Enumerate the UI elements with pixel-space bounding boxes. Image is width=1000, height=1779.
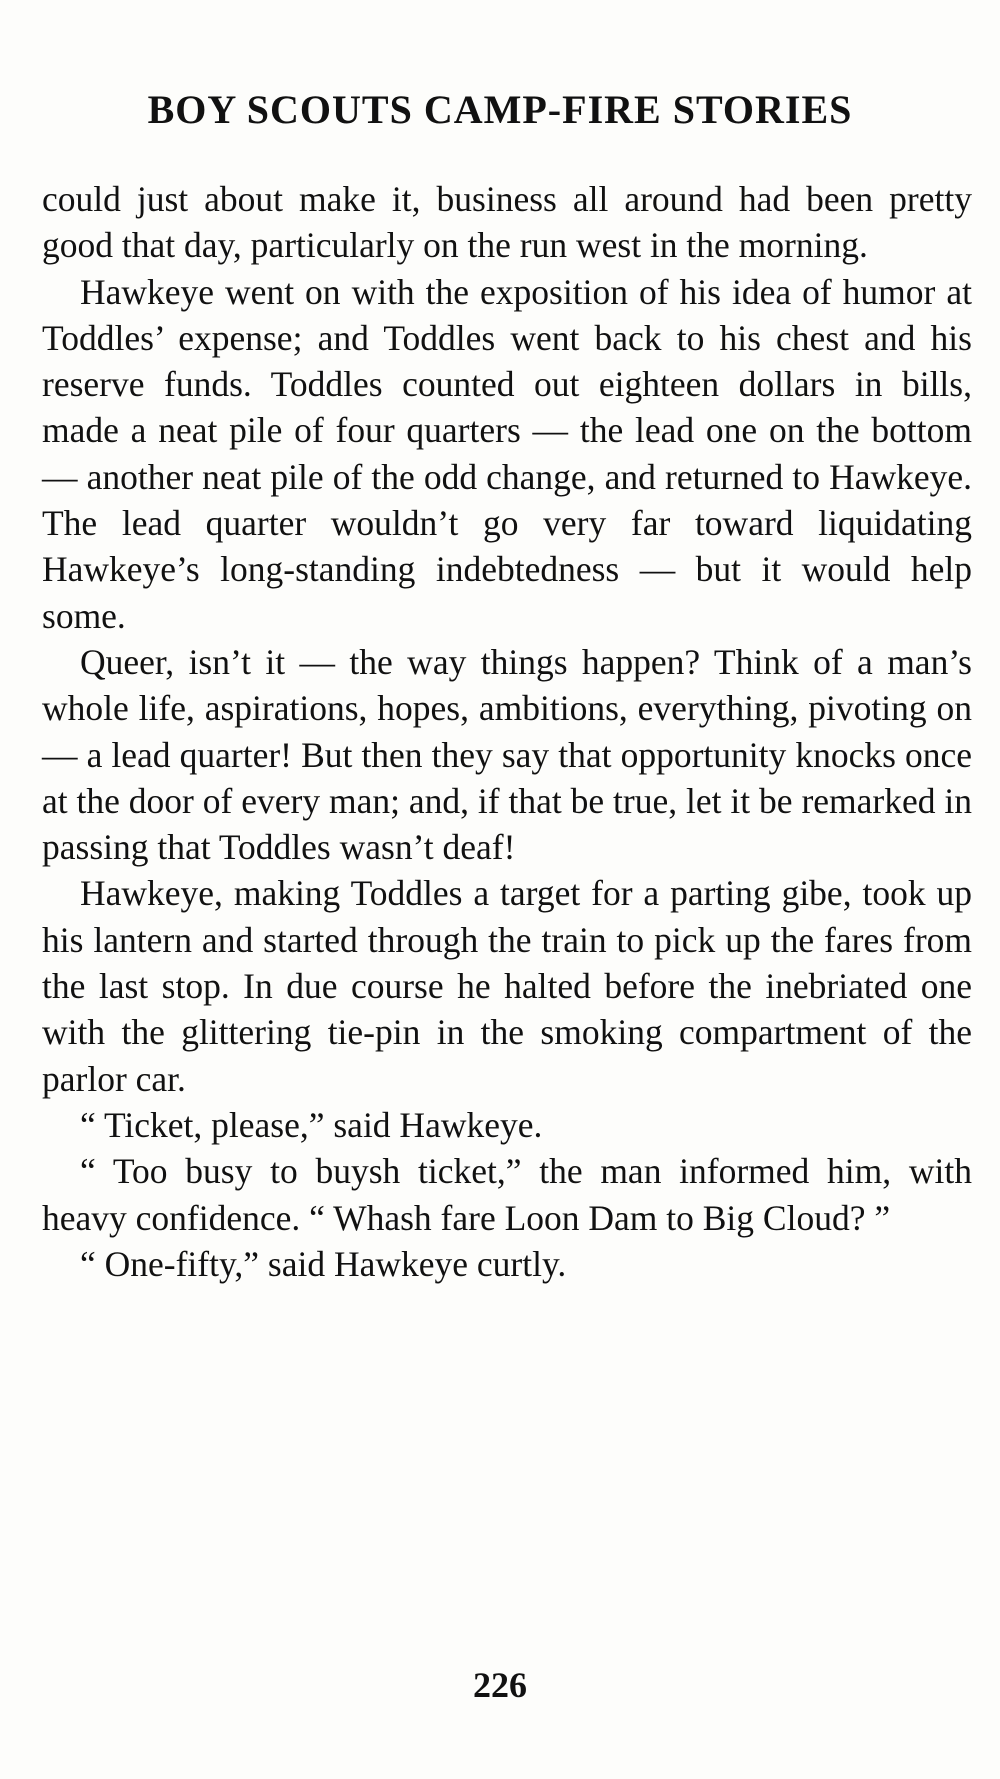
page-number: 226	[473, 1665, 527, 1705]
paragraph: Hawkeye went on with the exposition of his idea of humor at Toddles’ expense; and Toddles went back to his chest and his reserve funds. Toddles counted out eighteen dollars in bills, made a neat pile of four quarters — the lead one on the bottom — another neat pile of the odd change, and returned to Hawkeye. The lead quarter wouldn’t go very far toward liquidating Hawkeye’s long-standing indebtedness — but it would help some.	[42, 271, 972, 636]
running-head: BOY SCOUTS CAMP-FIRE STORIES	[147, 87, 853, 132]
paragraph: Queer, isn’t it — the way things happen? Think of a man’s whole life, aspirations, hopes, ambitions, everything, pivoting on — a lead quarter! But then they say that opportunity knocks once at the door of every man; and, if that be true, let it be remarked in passing that Toddles wasn’t deaf!	[42, 641, 972, 868]
dialogue-paragraph: “ One-fifty,” said Hawkeye curtly.	[80, 1243, 567, 1284]
dialogue-paragraph: “ Too busy to buysh ticket,” the man informed him, with heavy confidence. “ Whash fare Loon Dam to Big Cloud? ”	[42, 1151, 972, 1238]
dialogue-paragraph: “ Ticket, please,” said Hawkeye.	[80, 1104, 543, 1145]
paragraph: Hawkeye, making Toddles a target for a parting gibe, took up his lantern and started through the train to pick up the fares from the last stop. In due course he halted before the inebriated one with the glittering tie-pin in the smoking compartment of the parlor car.	[42, 873, 972, 1099]
body-text	[42, 176, 972, 1287]
paragraph-continued: could just about make it, business all around had been pretty good that day, particularly on the run west in the morning.	[42, 179, 972, 266]
